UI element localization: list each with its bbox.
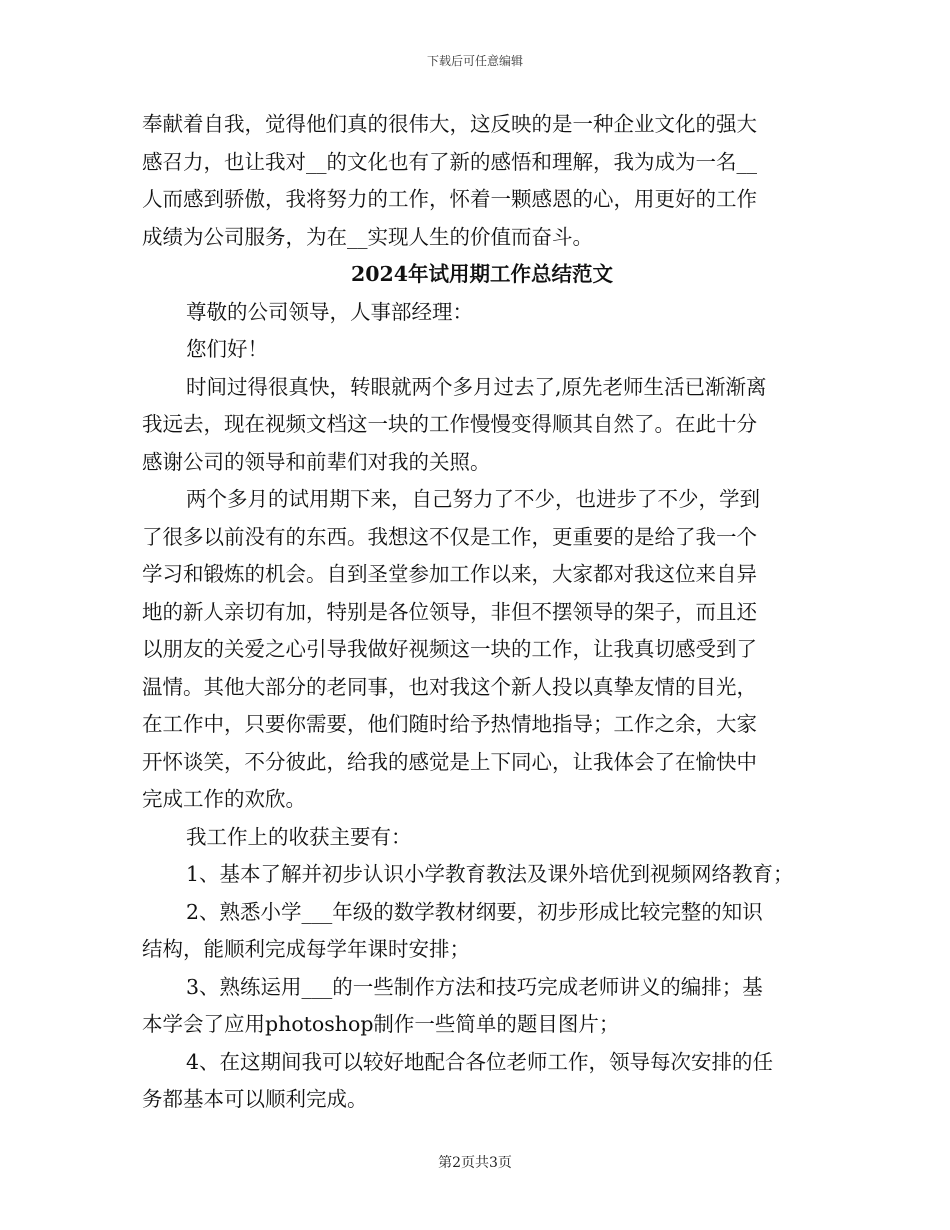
text-line: 结构，能顺利完成每学年课时安排； [142, 937, 470, 961]
text-line: 学习和锻炼的机会。自到圣堂参加工作以来，大家都对我这位来自异 [142, 562, 757, 586]
text-line: 完成工作的欢欣。 [142, 787, 306, 811]
text-line: 两个多月的试用期下来，自己努力了不少，也进步了不少，学到 [186, 487, 760, 511]
text-line: 成绩为公司服务，为在__实现人生的价值而奋斗。 [142, 224, 593, 249]
text-line: 时间过得很真快，转眼就两个多月过去了,原先老师生活已渐渐离 [186, 374, 767, 399]
list-item: 4、在这期间我可以较好地配合各位老师工作，领导每次安排的任 [186, 1049, 774, 1074]
section-title: 2024年试用期工作总结范文 [350, 262, 614, 286]
text-line: 在工作中，只要你需要，他们随时给予热情地指导；工作之余，大家 [142, 712, 757, 736]
text-line: 感谢公司的领导和前辈们对我的关照。 [142, 449, 491, 474]
text-line: 奉献着自我，觉得他们真的很伟大，这反映的是一种企业文化的强大 [142, 112, 757, 136]
salutation-line: 尊敬的公司领导，人事部经理： [186, 299, 473, 324]
text-line: 开怀谈笑，不分彼此，给我的感觉是上下同心，让我体会了在愉快中 [142, 749, 757, 774]
greeting-line: 您们好！ [186, 337, 268, 361]
text-line: 感召力，也让我对__的文化也有了新的感悟和理解，我为成为一名__ [142, 149, 757, 174]
text-line: 地的新人亲切有加，特别是各位领导，非但不摆领导的架子，而且还 [142, 599, 757, 624]
text-line: 以朋友的关爱之心引导我做好视频这一块的工作，让我真切感受到了 [142, 637, 757, 661]
text-line: 务都基本可以顺利完成。 [142, 1087, 368, 1111]
text-line: 人而感到骄傲，我将努力的工作，怀着一颗感恩的心，用更好的工作 [142, 187, 757, 211]
list-item: 3、熟练运用___的一些制作方法和技巧完成老师讲义的编排；基 [186, 974, 763, 999]
text-line: 温情。其他大部分的老同事，也对我这个新人投以真挚友情的目光， [142, 674, 757, 699]
text-line: 本学会了应用photoshop制作一些简单的题目图片； [142, 1012, 620, 1036]
list-item: 1、基本了解并初步认识小学教育教法及课外培优到视频网络教育； [186, 862, 794, 886]
text-line: 我工作上的收获主要有： [186, 824, 412, 849]
text-line: 了很多以前没有的东西。我想这不仅是工作，更重要的是给了我一个 [142, 524, 757, 549]
page-header: 下载后可任意编辑 [426, 54, 523, 68]
page-footer: 第2页共3页 [438, 1155, 512, 1171]
document-body [142, 106, 822, 1119]
list-item: 2、熟悉小学___年级的数学教材纲要，初步形成比较完整的知识 [186, 899, 763, 924]
text-line: 我远去，现在视频文档这一块的工作慢慢变得顺其自然了。在此十分 [142, 412, 757, 436]
